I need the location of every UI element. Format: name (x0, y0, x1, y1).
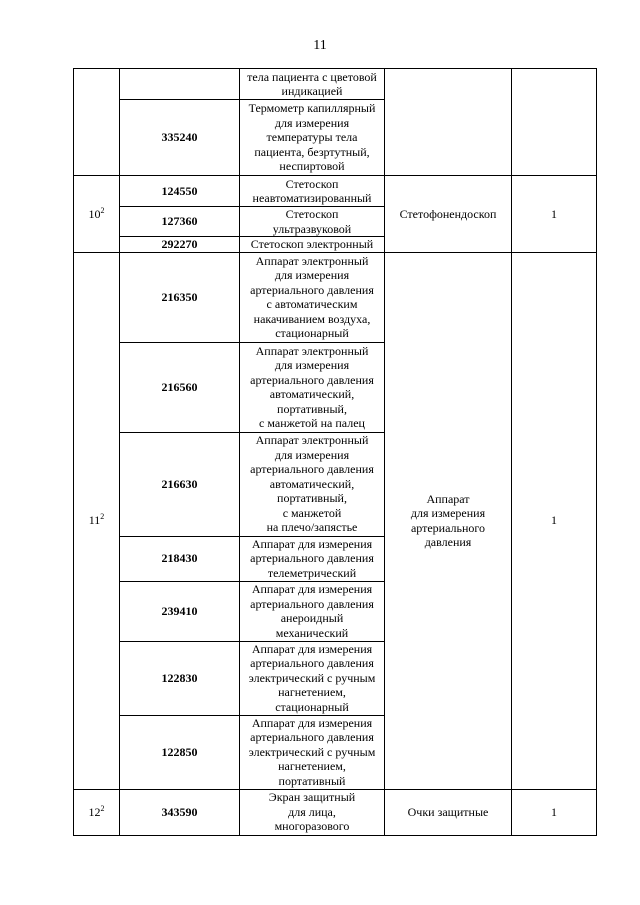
row-number-sup: 2 (100, 205, 105, 215)
group-cell: Очки защитные (385, 789, 512, 835)
name-cell: Стетоскоп ультразвуковой (240, 207, 385, 237)
name-cell: Аппарат для измерения артериального давления анероидный механический (240, 581, 385, 641)
qty-cell: 1 (512, 252, 597, 789)
code-cell: 216560 (120, 342, 240, 432)
code-cell: 216350 (120, 252, 240, 342)
table-row (74, 789, 597, 835)
code-cell: 218430 (120, 536, 240, 581)
name-cell: Аппарат для измерения артериального давления электрический с ручным нагнетением, портативный (240, 715, 385, 789)
page-number: 11 (313, 38, 327, 53)
row-number: 10 (88, 206, 101, 221)
group-cell (385, 69, 512, 176)
code-cell (120, 69, 240, 100)
name-cell: Экран защитный для лица, многоразового (240, 789, 385, 835)
row-number-sup: 2 (100, 803, 105, 813)
code-cell: 122830 (120, 641, 240, 715)
group-cell: Стетофонендоскоп (385, 176, 512, 253)
row-number-cell (74, 252, 120, 789)
qty-cell (512, 69, 597, 176)
name-cell: Аппарат для измерения артериального давления телеметрический (240, 536, 385, 581)
code-cell: 127360 (120, 207, 240, 237)
code-cell: 292270 (120, 237, 240, 253)
name-cell: Термометр капиллярный для измерения температуры тела пациента, безртутный, неспиртовой (240, 100, 385, 176)
name-cell: тела пациента с цветовой индикацией (240, 69, 385, 100)
table-row (74, 69, 597, 100)
row-number-sup: 2 (100, 512, 105, 522)
row-number: 11 (88, 513, 101, 528)
row-number-cell (74, 176, 120, 253)
name-cell: Аппарат электронный для измерения артериального давления автоматический, портативный, с манжетой на плечо/запястье (240, 432, 385, 536)
row-number-cell (74, 789, 120, 835)
code-cell: 335240 (120, 100, 240, 176)
code-cell: 216630 (120, 432, 240, 536)
name-cell: Аппарат для измерения артериального давления электрический с ручным нагнетением, стационарный (240, 641, 385, 715)
code-cell: 343590 (120, 789, 240, 835)
name-cell: Аппарат электронный для измерения артериального давления с автоматическим накачиванием воздуха, стационарный (240, 252, 385, 342)
group-cell: Аппарат для измерения артериального давления (385, 252, 512, 789)
name-cell: Аппарат электронный для измерения артериального давления автоматический, портативный, с манжетой на палец (240, 342, 385, 432)
code-cell: 239410 (120, 581, 240, 641)
table-row (74, 176, 597, 207)
equipment-table (73, 68, 597, 836)
code-cell: 124550 (120, 176, 240, 207)
qty-cell: 1 (512, 176, 597, 253)
row-number-cell (74, 69, 120, 176)
name-cell: Стетоскоп неавтоматизированный (240, 176, 385, 207)
qty-cell: 1 (512, 789, 597, 835)
code-cell: 122850 (120, 715, 240, 789)
table-row (74, 252, 597, 342)
row-number: 12 (88, 804, 101, 819)
name-cell: Стетоскоп электронный (240, 237, 385, 253)
